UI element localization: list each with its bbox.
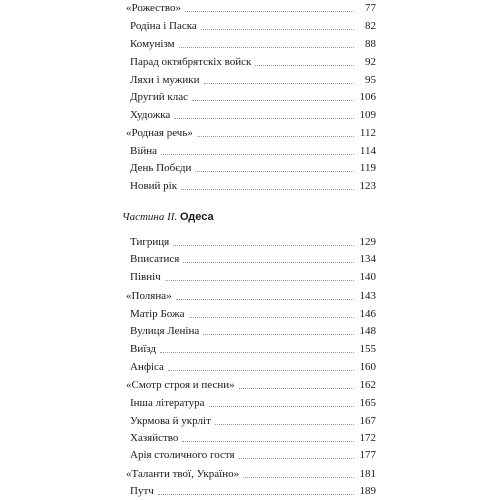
dot-leader <box>181 189 353 190</box>
toc-entry-title: Тигриця <box>130 236 170 248</box>
toc-entry[interactable] <box>130 305 376 323</box>
toc-entry-page: 148 <box>359 325 376 337</box>
toc-entry-page: 160 <box>359 361 376 373</box>
toc-entry[interactable] <box>130 233 376 251</box>
toc-entry[interactable] <box>130 35 376 53</box>
toc-entry[interactable] <box>130 394 376 412</box>
toc-entry-page: 134 <box>359 253 376 265</box>
toc-entry-title: «Таланти твої, Україно» <box>126 468 240 480</box>
toc-entry-title: «Рожество» <box>126 2 181 14</box>
dot-leader <box>243 477 353 478</box>
part-label: Частина ІІ. <box>122 211 178 223</box>
toc-entry-title: Виїзд <box>130 343 157 355</box>
dot-leader <box>158 494 354 495</box>
dot-leader <box>189 317 354 318</box>
toc-entry-title: «Поляна» <box>126 290 172 302</box>
toc-entry-page: 140 <box>359 271 376 283</box>
toc-entry[interactable] <box>130 53 376 71</box>
toc-entry-title: Вулиця Леніна <box>130 325 200 337</box>
toc-entry-page: 77 <box>365 2 376 14</box>
dot-leader <box>183 262 353 263</box>
toc-entry-title: Анфіса <box>130 361 164 373</box>
toc-entry-title: Хазяйство <box>130 432 179 444</box>
toc-entry[interactable] <box>126 124 376 142</box>
dot-leader <box>255 65 354 66</box>
dot-leader <box>182 441 353 442</box>
toc-entry-page: 114 <box>359 145 376 157</box>
toc-entry-page: 177 <box>359 449 376 461</box>
toc-entry-page: 112 <box>359 127 376 139</box>
toc-entry-title: Другий клас <box>130 91 188 103</box>
toc-entry-page: 106 <box>359 91 376 103</box>
dot-leader <box>197 136 354 137</box>
toc-entry-page: 129 <box>359 236 376 248</box>
dot-leader <box>239 458 354 459</box>
toc-entry-title: Арія столичного гостя <box>130 449 235 461</box>
toc-entry[interactable] <box>130 482 376 500</box>
toc-entry-page: 88 <box>365 38 376 50</box>
toc-entry-title: «Родная речь» <box>126 127 193 139</box>
toc-entry[interactable] <box>130 17 376 35</box>
toc-entry-page: 92 <box>365 56 376 68</box>
dot-leader <box>215 424 354 425</box>
toc-entry-title: Війна <box>130 145 158 157</box>
toc-entry[interactable] <box>130 159 376 177</box>
toc-entry[interactable] <box>126 287 376 305</box>
toc-entry-title: Інша література <box>130 397 205 409</box>
toc-entry-page: 165 <box>359 397 376 409</box>
toc-entry-title: Комунізм <box>130 38 175 50</box>
part-heading <box>122 208 214 226</box>
toc-entry[interactable] <box>130 177 376 195</box>
toc-entry-page: 123 <box>359 180 376 192</box>
dot-leader <box>174 118 353 119</box>
toc-entry-page: 95 <box>365 74 376 86</box>
toc-entry-page: 146 <box>359 308 376 320</box>
toc-entry[interactable] <box>130 340 376 358</box>
dot-leader <box>173 245 353 246</box>
dot-leader <box>179 47 354 48</box>
toc-entry-title: Укрмова й укрліт <box>130 415 211 427</box>
dot-leader <box>195 171 353 172</box>
toc-entry-title: Ляхи і мужики <box>130 74 200 86</box>
toc-entry[interactable] <box>130 268 376 286</box>
toc-entry-title: День Побєди <box>130 162 192 174</box>
toc-entry-title: Північ <box>130 271 161 283</box>
toc-entry[interactable] <box>126 465 376 483</box>
toc-entry-page: 181 <box>359 468 376 480</box>
dot-leader <box>185 11 354 12</box>
toc-entry-page: 109 <box>359 109 376 121</box>
toc-entry-page: 167 <box>359 415 376 427</box>
toc-entry[interactable] <box>130 412 376 430</box>
toc-entry-title: Новий рік <box>130 180 178 192</box>
toc-entry-title: Путч <box>130 485 154 497</box>
dot-leader <box>209 406 354 407</box>
toc-entry[interactable] <box>130 250 376 268</box>
toc-entry-page: 82 <box>365 20 376 32</box>
dot-leader <box>165 280 354 281</box>
toc-entry[interactable] <box>130 358 376 376</box>
toc-entry-page: 172 <box>359 432 376 444</box>
toc-entry[interactable] <box>130 142 376 160</box>
toc-entry[interactable] <box>130 88 376 106</box>
toc-entry-title: Матір Божа <box>130 308 185 320</box>
toc-entry[interactable] <box>130 322 376 340</box>
toc-entry-title: Родіна і Паска <box>130 20 197 32</box>
dot-leader <box>201 29 354 30</box>
toc-entry[interactable] <box>130 106 376 124</box>
part-name: Одеса <box>179 211 214 223</box>
dot-leader <box>204 83 355 84</box>
toc-entry[interactable] <box>130 71 376 89</box>
toc-entry-title: Вписатися <box>130 253 180 265</box>
toc-entry-page: 189 <box>359 485 376 497</box>
toc-entry-page: 162 <box>359 379 376 391</box>
dot-leader <box>203 334 353 335</box>
dot-leader <box>160 352 353 353</box>
toc-entry-page: 155 <box>359 343 376 355</box>
toc-entry[interactable] <box>126 376 376 394</box>
dot-leader <box>239 388 354 389</box>
toc-entry-title: «Смотр строя и песни» <box>126 379 235 391</box>
dot-leader <box>176 299 354 300</box>
toc-entry[interactable] <box>130 429 376 447</box>
toc-entry[interactable] <box>130 446 376 464</box>
toc-entry-title: Парад октябрятскіх войск <box>130 56 252 68</box>
dot-leader <box>168 370 354 371</box>
dot-leader <box>161 154 354 155</box>
toc-entry[interactable] <box>126 0 376 17</box>
toc-entry-page: 143 <box>359 290 376 302</box>
toc-entry-title: Художка <box>130 109 171 121</box>
dot-leader <box>192 100 354 101</box>
toc-entry-page: 119 <box>359 162 376 174</box>
